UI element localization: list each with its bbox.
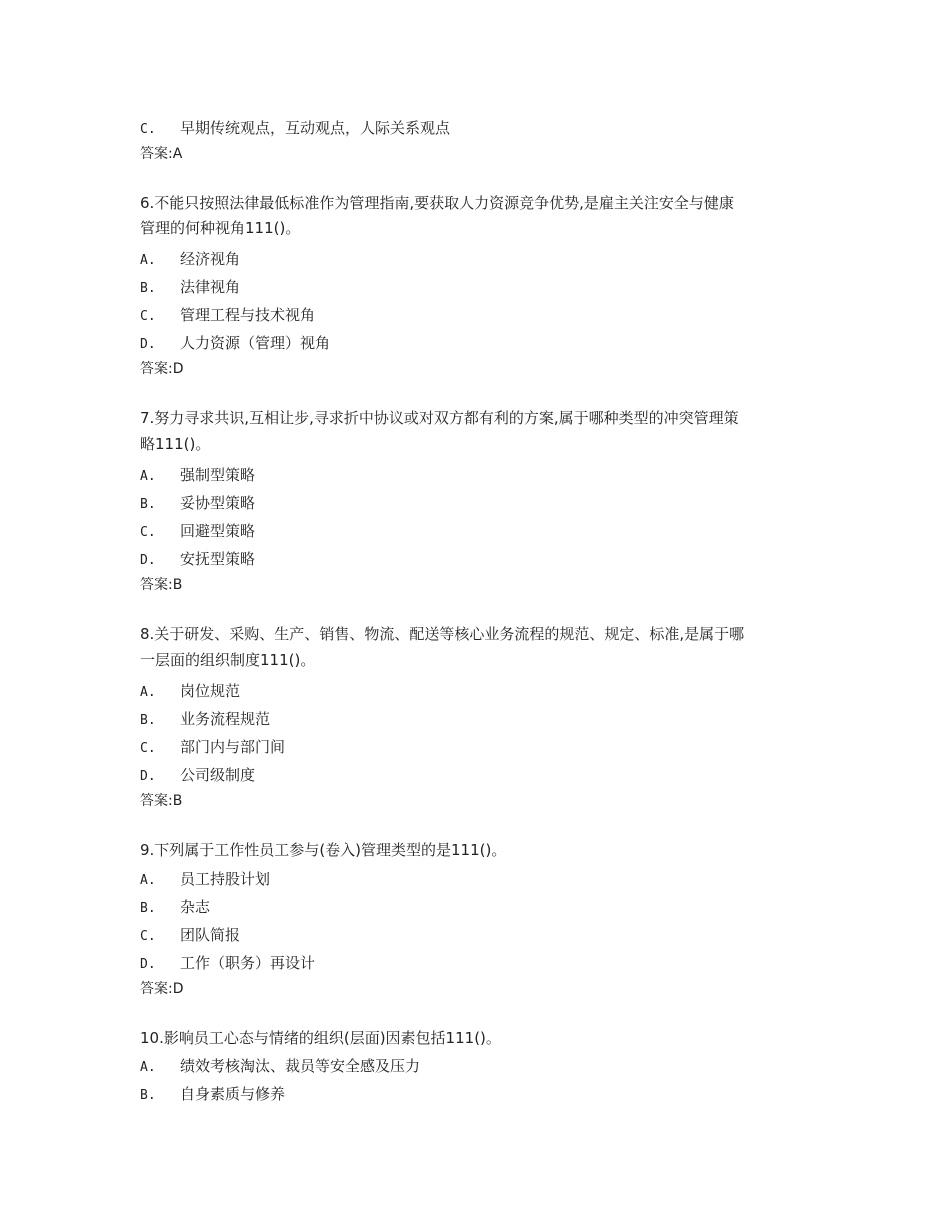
option-letter: C. xyxy=(140,122,156,137)
option-text: 岗位规范 xyxy=(180,682,241,700)
option-letter: A. xyxy=(140,1060,156,1075)
option-d xyxy=(140,765,255,787)
option-letter: A. xyxy=(140,253,156,268)
question-stem-line: 9.下列属于工作性员工参与(卷入)管理类型的是111()。 xyxy=(140,841,507,859)
option-letter: B. xyxy=(140,713,156,728)
option-a xyxy=(140,465,255,487)
option-text: 回避型策略 xyxy=(180,522,256,540)
question-stem-line: 6.不能只按照法律最低标准作为管理指南,要获取人力资源竞争优势,是雇主关注安全与健康 xyxy=(140,194,734,212)
answer-line: 答案:D xyxy=(140,361,184,377)
option-a xyxy=(140,681,240,703)
option-letter: D. xyxy=(140,769,156,784)
option-letter: A. xyxy=(140,469,156,484)
answer-line: 答案:B xyxy=(140,793,183,809)
option-text: 部门内与部门间 xyxy=(180,738,286,756)
option-text: 工作（职务）再设计 xyxy=(180,954,316,972)
option-letter: B. xyxy=(140,1088,156,1103)
option-letter: D. xyxy=(140,553,156,568)
option-c xyxy=(140,118,450,140)
option-text: 妥协型策略 xyxy=(180,494,256,512)
option-text: 绩效考核淘汰、裁员等安全感及压力 xyxy=(180,1057,421,1075)
option-letter: D. xyxy=(140,337,156,352)
option-letter: B. xyxy=(140,281,156,296)
option-a xyxy=(140,869,270,891)
option-d xyxy=(140,333,330,355)
option-a xyxy=(140,249,240,271)
question-stem-line: 一层面的组织制度111()。 xyxy=(140,651,316,669)
answer-line: 答案:A xyxy=(140,146,183,162)
option-letter: B. xyxy=(140,497,156,512)
option-text: 经济视角 xyxy=(180,250,241,268)
option-b xyxy=(140,709,270,731)
option-text: 早期传统观点，互动观点，人际关系观点 xyxy=(180,119,451,137)
answer-line: 答案:B xyxy=(140,577,183,593)
option-b xyxy=(140,1084,285,1106)
option-text: 公司级制度 xyxy=(180,766,256,784)
option-text: 法律视角 xyxy=(180,278,241,296)
option-letter: D. xyxy=(140,957,156,972)
question-stem-line: 10.影响员工心态与情绪的组织(层面)因素包括111()。 xyxy=(140,1029,501,1047)
option-text: 管理工程与技术视角 xyxy=(180,306,316,324)
question-stem-line: 略111()。 xyxy=(140,435,211,453)
option-letter: C. xyxy=(140,741,156,756)
option-letter: A. xyxy=(140,873,156,888)
option-text: 安抚型策略 xyxy=(180,550,256,568)
option-d xyxy=(140,953,315,975)
option-text: 业务流程规范 xyxy=(180,710,271,728)
option-letter: C. xyxy=(140,929,156,944)
answer-line: 答案:D xyxy=(140,981,184,997)
option-text: 自身素质与修养 xyxy=(180,1085,286,1103)
option-letter: B. xyxy=(140,901,156,916)
option-text: 团队简报 xyxy=(180,926,241,944)
option-b xyxy=(140,277,240,299)
option-letter: A. xyxy=(140,685,156,700)
option-b xyxy=(140,897,210,919)
question-stem-line: 管理的何种视角111()。 xyxy=(140,219,301,237)
option-d xyxy=(140,549,255,571)
option-text: 人力资源（管理）视角 xyxy=(180,334,331,352)
option-c xyxy=(140,305,315,327)
option-text: 员工持股计划 xyxy=(180,870,271,888)
question-stem-line: 7.努力寻求共识,互相让步,寻求折中协议或对双方都有利的方案,属于哪种类型的冲突管理策 xyxy=(140,409,739,427)
option-c xyxy=(140,925,240,947)
option-text: 杂志 xyxy=(180,898,211,916)
option-letter: C. xyxy=(140,309,156,324)
option-b xyxy=(140,493,255,515)
option-letter: C. xyxy=(140,525,156,540)
option-text: 强制型策略 xyxy=(180,466,256,484)
option-a xyxy=(140,1056,420,1078)
option-c xyxy=(140,521,255,543)
option-c xyxy=(140,737,285,759)
question-stem-line: 8.关于研发、采购、生产、销售、物流、配送等核心业务流程的规范、规定、标准,是属于哪 xyxy=(140,625,745,643)
